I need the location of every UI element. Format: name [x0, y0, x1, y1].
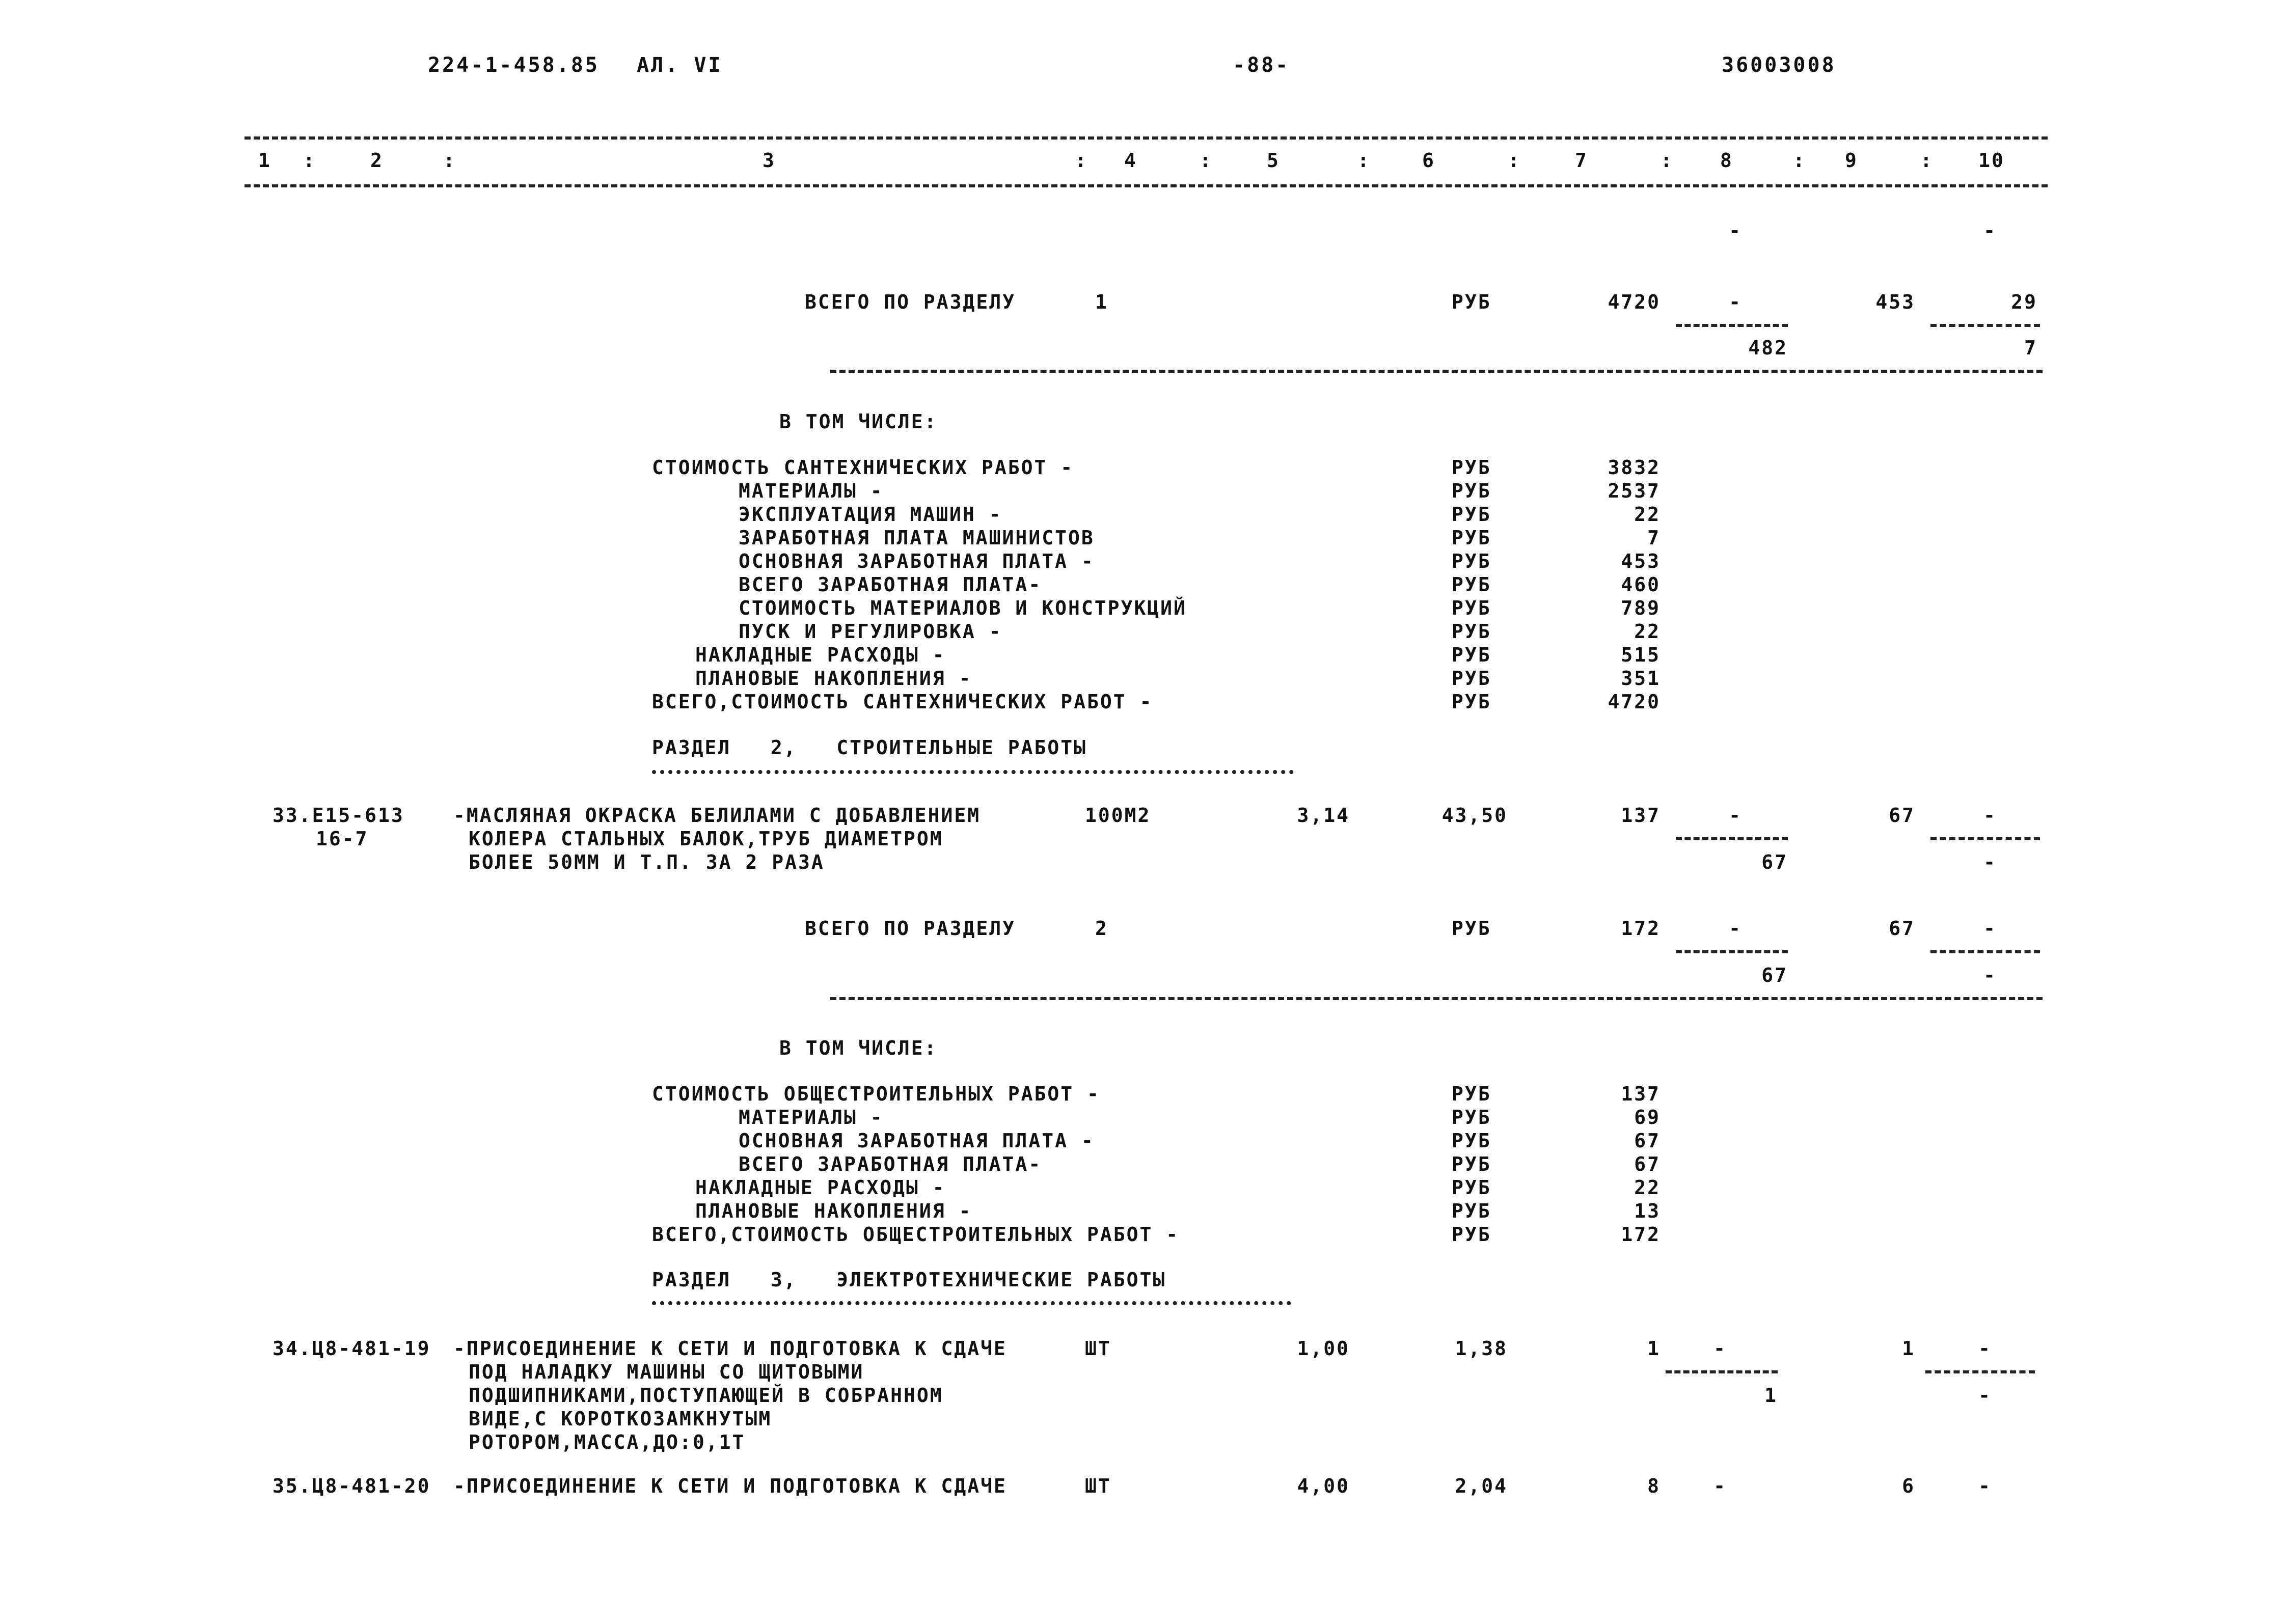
column-number: 7 [1575, 149, 1588, 172]
unit-price: 2,04 [1455, 1475, 1508, 1497]
fraction-line [1930, 837, 2040, 840]
cell-value: - [1983, 804, 1997, 827]
column-separator: : [1075, 149, 1088, 172]
document-code: 224-1-458.85 [428, 53, 600, 77]
breakdown-label: ОСНОВНАЯ ЗАРАБОТНАЯ ПЛАТА - [739, 550, 1095, 572]
breakdown-label: МАТЕРИАЛЫ - [739, 480, 884, 502]
column-separator: : [443, 149, 456, 172]
cell-value: 482 [1748, 337, 1788, 359]
cell-value: - [1729, 291, 1742, 313]
section-3-title: РАЗДЕЛ 3, ЭЛЕКТРОТЕХНИЧЕСКИЕ РАБОТЫ [652, 1269, 1166, 1291]
table-header-rule [244, 184, 2048, 187]
item-description: БОЛЕЕ 50ММ И Т.П. ЗА 2 РАЗА [469, 851, 825, 873]
cell-value: 1 [1902, 1337, 1915, 1360]
column-number: 4 [1124, 149, 1137, 172]
section-total-label: ВСЕГО ПО РАЗДЕЛУ [805, 291, 1016, 313]
unit-price: 1,38 [1455, 1337, 1508, 1360]
unit-label: РУБ [1452, 917, 1491, 940]
section-rule [830, 997, 2043, 1000]
breakdown-label: ЗАРАБОТНАЯ ПЛАТА МАШИНИСТОВ [739, 527, 1095, 549]
breakdown-label: ЭКСПЛУАТАЦИЯ МАШИН - [739, 503, 1002, 526]
cell-value: - [1729, 917, 1742, 940]
cell-value: 137 [1621, 804, 1661, 827]
unit-label: РУБ [1452, 1153, 1491, 1175]
page-number: -88- [1233, 53, 1290, 77]
cell-value: 4720 [1608, 291, 1661, 313]
column-separator: : [1200, 149, 1213, 172]
unit-label: РУБ [1452, 1223, 1491, 1246]
cell-value: 7 [2024, 337, 2037, 359]
cell-value: 7 [1647, 527, 1661, 549]
unit-label: РУБ [1452, 573, 1491, 596]
cell-value: - [1983, 219, 1997, 242]
cell-value: - [1983, 851, 1997, 873]
item-description: -МАСЛЯНАЯ ОКРАСКА БЕЛИЛАМИ С ДОБАВЛЕНИЕМ [453, 804, 981, 827]
cell-value: - [1713, 1475, 1727, 1497]
breakdown-label: ВСЕГО ЗАРАБОТНАЯ ПЛАТА- [739, 573, 1042, 596]
item-description: ПОД НАЛАДКУ МАШИНЫ СО ЩИТОВЫМИ [469, 1361, 864, 1383]
cell-value: 453 [1875, 291, 1915, 313]
unit-label: 100М2 [1085, 804, 1151, 827]
breakdown-label: НАКЛАДНЫЕ РАСХОДЫ - [695, 1176, 946, 1199]
cell-value: - [1978, 1337, 1992, 1360]
item-description: РОТОРОМ,МАССА,ДО:0,1Т [469, 1431, 746, 1453]
cell-value: 22 [1634, 620, 1661, 643]
cell-value: 67 [1889, 804, 1915, 827]
column-number: 5 [1267, 149, 1280, 172]
item-description: -ПРИСОЕДИНЕНИЕ К СЕТИ И ПОДГОТОВКА К СДАЧЕ [453, 1337, 1007, 1360]
unit-label: РУБ [1452, 456, 1491, 479]
item-code: 33.Е15-613 [273, 804, 404, 827]
fraction-line [1676, 837, 1788, 840]
fraction-line [1930, 950, 2040, 953]
section-title-underline [652, 770, 1294, 774]
section-2-title: РАЗДЕЛ 2, СТРОИТЕЛЬНЫЕ РАБОТЫ [652, 736, 1087, 759]
column-number: 2 [370, 149, 384, 172]
cell-value: 351 [1621, 667, 1661, 690]
cell-value: - [1983, 964, 1997, 986]
item-description: ВИДЕ,С КОРОТКОЗАМКНУТЫМ [469, 1408, 772, 1430]
unit-label: РУБ [1452, 550, 1491, 572]
column-number: 8 [1720, 149, 1733, 172]
column-number: 1 [258, 149, 271, 172]
cell-value: 2537 [1608, 480, 1661, 502]
cell-value: 67 [1889, 917, 1915, 940]
fraction-line [1930, 324, 2040, 327]
unit-label: РУБ [1452, 527, 1491, 549]
breakdown-label: СТОИМОСТЬ САНТЕХНИЧЕСКИХ РАБОТ - [652, 456, 1074, 479]
including-heading: В ТОМ ЧИСЛЕ: [779, 410, 938, 433]
cell-value: 29 [2011, 291, 2037, 313]
breakdown-label: НАКЛАДНЫЕ РАСХОДЫ - [695, 644, 946, 666]
cell-value: 6 [1902, 1475, 1915, 1497]
breakdown-label: ПУСК И РЕГУЛИРОВКА - [739, 620, 1002, 643]
column-separator: : [1508, 149, 1521, 172]
column-separator: : [1661, 149, 1674, 172]
column-separator: : [1793, 149, 1806, 172]
fraction-line [1676, 950, 1788, 953]
unit-label: РУБ [1452, 1083, 1491, 1105]
unit-price: 43,50 [1441, 804, 1508, 827]
breakdown-label: ПЛАНОВЫЕ НАКОПЛЕНИЯ - [695, 667, 972, 690]
cell-value: 8 [1647, 1475, 1661, 1497]
section-number: 2 [1095, 917, 1108, 940]
cell-value: 67 [1634, 1130, 1661, 1152]
unit-label: ШТ [1085, 1475, 1111, 1497]
cell-value: 789 [1621, 597, 1661, 619]
column-separator: : [1357, 149, 1371, 172]
cell-value: 67 [1634, 1153, 1661, 1175]
breakdown-label: МАТЕРИАЛЫ - [739, 1106, 884, 1128]
cell-value: - [1713, 1337, 1727, 1360]
section-total-label: ВСЕГО ПО РАЗДЕЛУ [805, 917, 1016, 940]
cell-value: 13 [1634, 1200, 1661, 1222]
breakdown-label: ОСНОВНАЯ ЗАРАБОТНАЯ ПЛАТА - [739, 1130, 1095, 1152]
column-number: 9 [1845, 149, 1858, 172]
cell-value: 4720 [1608, 691, 1661, 713]
cell-value: 67 [1761, 964, 1788, 986]
breakdown-label: СТОИМОСТЬ МАТЕРИАЛОВ И КОНСТРУКЦИЙ [739, 597, 1187, 619]
fraction-line [1925, 1370, 2035, 1373]
breakdown-label: ВСЕГО,СТОИМОСТЬ ОБЩЕСТРОИТЕЛЬНЫХ РАБОТ - [652, 1223, 1180, 1246]
unit-label: РУБ [1452, 291, 1491, 313]
section-number: 1 [1095, 291, 1108, 313]
cell-value: 460 [1621, 573, 1661, 596]
cell-value: - [1729, 804, 1742, 827]
breakdown-label: СТОИМОСТЬ ОБЩЕСТРОИТЕЛЬНЫХ РАБОТ - [652, 1083, 1100, 1105]
breakdown-label: ПЛАНОВЫЕ НАКОПЛЕНИЯ - [695, 1200, 972, 1222]
album-number: АЛ. VI [637, 53, 723, 77]
cell-value: 67 [1761, 851, 1788, 873]
unit-label: ШТ [1085, 1337, 1111, 1360]
cell-value: 69 [1634, 1106, 1661, 1128]
unit-label: РУБ [1452, 1200, 1491, 1222]
fraction-line [1666, 1370, 1778, 1373]
unit-label: РУБ [1452, 1130, 1491, 1152]
unit-label: РУБ [1452, 480, 1491, 502]
breakdown-label: ВСЕГО ЗАРАБОТНАЯ ПЛАТА- [739, 1153, 1042, 1175]
column-separator: : [303, 149, 316, 172]
unit-label: РУБ [1452, 691, 1491, 713]
cell-value: 172 [1621, 1223, 1661, 1246]
item-code: 35.Ц8-481-20 [273, 1475, 431, 1497]
cell-value: 172 [1621, 917, 1661, 940]
cell-value: - [1729, 219, 1742, 242]
column-number: 10 [1978, 149, 2005, 172]
cell-value: 453 [1621, 550, 1661, 572]
item-description: КОЛЕРА СТАЛЬНЫХ БАЛОК,ТРУБ ДИАМЕТРОМ [469, 828, 943, 850]
cell-value: 22 [1634, 1176, 1661, 1199]
unit-label: РУБ [1452, 620, 1491, 643]
quantity: 4,00 [1297, 1475, 1350, 1497]
quantity: 3,14 [1297, 804, 1350, 827]
unit-label: РУБ [1452, 1106, 1491, 1128]
column-separator: : [1920, 149, 1934, 172]
quantity: 1,00 [1297, 1337, 1350, 1360]
column-number: 6 [1422, 149, 1435, 172]
cell-value: 515 [1621, 644, 1661, 666]
column-number: 3 [763, 149, 776, 172]
section-rule [830, 370, 2043, 373]
item-description: -ПРИСОЕДИНЕНИЕ К СЕТИ И ПОДГОТОВКА К СДАЧЕ [453, 1475, 1007, 1497]
cell-value: 3832 [1608, 456, 1661, 479]
cell-value: - [1983, 917, 1997, 940]
item-subcode: 16-7 [316, 828, 369, 850]
cell-value: - [1978, 1384, 1992, 1407]
unit-label: РУБ [1452, 667, 1491, 690]
unit-label: РУБ [1452, 597, 1491, 619]
unit-label: РУБ [1452, 1176, 1491, 1199]
fraction-line [1676, 324, 1788, 327]
sheet-code: 36003008 [1722, 53, 1836, 77]
item-description: ПОДШИПНИКАМИ,ПОСТУПАЮЩЕЙ В СОБРАННОМ [469, 1384, 943, 1407]
including-heading: В ТОМ ЧИСЛЕ: [779, 1037, 938, 1059]
cell-value: 22 [1634, 503, 1661, 526]
table-top-rule [244, 136, 2048, 140]
cell-value: - [1978, 1475, 1992, 1497]
item-code: 34.Ц8-481-19 [273, 1337, 431, 1360]
cell-value: 137 [1621, 1083, 1661, 1105]
section-title-underline [652, 1301, 1291, 1305]
breakdown-label: ВСЕГО,СТОИМОСТЬ САНТЕХНИЧЕСКИХ РАБОТ - [652, 691, 1153, 713]
unit-label: РУБ [1452, 503, 1491, 526]
cell-value: 1 [1647, 1337, 1661, 1360]
unit-label: РУБ [1452, 644, 1491, 666]
cell-value: 1 [1764, 1384, 1778, 1407]
